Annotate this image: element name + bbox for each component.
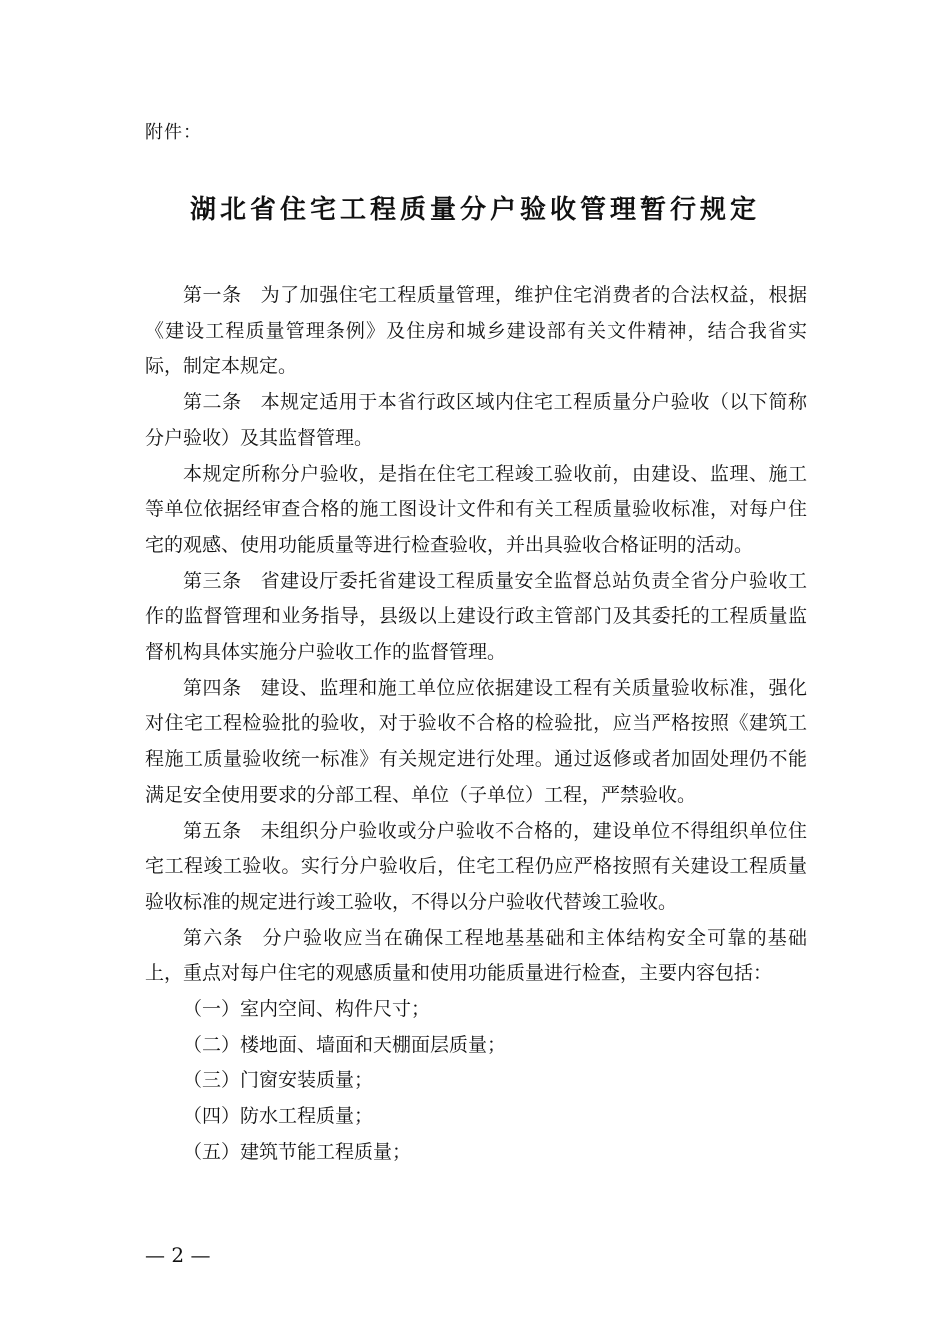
article-text: 为了加强住宅工程质量管理，维护住宅消费者的合法权益，根据《建设工程质量管理条例》及住房和城乡建设部有关文件精神，结合我省实际，制定本规定。 bbox=[145, 284, 807, 378]
article-label: 第二条 bbox=[183, 391, 242, 414]
article-text: 本规定适用于本省行政区域内住宅工程质量分户验收（以下简称分户验收）及其监督管理。 bbox=[145, 391, 807, 449]
list-item: （四）防水工程质量； bbox=[183, 1105, 374, 1128]
article-label: 第三条 bbox=[183, 569, 242, 592]
list-item: （三）门窗安装质量； bbox=[183, 1069, 374, 1092]
attachment-label: 附件： bbox=[145, 122, 202, 143]
document-body bbox=[145, 278, 807, 1171]
article-text: 省建设厅委托省建设工程质量安全监督总站负责全省分户验收工作的监督管理和业务指导，县级以上建设行政主管部门及其委托的工程质量监督机构具体实施分户验收工作的监督管理。 bbox=[145, 569, 807, 664]
article-label: 第六条 bbox=[183, 926, 244, 949]
page-number: — 2 — bbox=[145, 1243, 211, 1267]
list-item: （五）建筑节能工程质量； bbox=[183, 1140, 412, 1163]
article-1 bbox=[145, 278, 807, 385]
document-title: 湖北省住宅工程质量分户验收管理暂行规定 bbox=[189, 195, 760, 225]
article-4 bbox=[145, 671, 807, 814]
list-item: （一）室内空间、构件尺寸； bbox=[183, 998, 431, 1021]
article-5 bbox=[145, 814, 807, 921]
article-6 bbox=[145, 921, 807, 992]
article-label: 第四条 bbox=[183, 676, 242, 699]
article-2-definition bbox=[145, 457, 807, 564]
article-text: 分户验收应当在确保工程地基基础和主体结构安全可靠的基础上，重点对每户住宅的观感质量和使用功能质量进行检查，主要内容包括： bbox=[145, 926, 807, 985]
article-2 bbox=[145, 385, 807, 456]
article-label: 第一条 bbox=[183, 284, 242, 306]
article-text: 建设、监理和施工单位应依据建设工程有关质量验收标准，强化对住宅工程检验批的验收，对于验收不合格的检验批，应当严格按照《建筑工程施工质量验收统一标准》有关规定进行处理。通过返修或者加固处理仍不能满足安全使用要求的分部工程、单位（子单位）工程，严禁验收。 bbox=[145, 676, 807, 806]
article-text: 未组织分户验收或分户验收不合格的，建设单位不得组织单位住宅工程竣工验收。实行分户验收后，住宅工程仍应严格按照有关建设工程质量验收标准的规定进行竣工验收，不得以分户验收代替竣工验收。 bbox=[145, 819, 807, 913]
article-text: 本规定所称分户验收，是指在住宅工程竣工验收前，由建设、监理、施工等单位依据经审查合格的施工图设计文件和有关工程质量验收标准，对每户住宅的观感、使用功能质量等进行检查验收，并出具验收合格证明的活动。 bbox=[145, 462, 807, 556]
article-3 bbox=[145, 564, 807, 671]
article-label: 第五条 bbox=[183, 819, 242, 842]
list-item: （二）楼地面、墙面和天棚面层质量； bbox=[183, 1033, 507, 1056]
